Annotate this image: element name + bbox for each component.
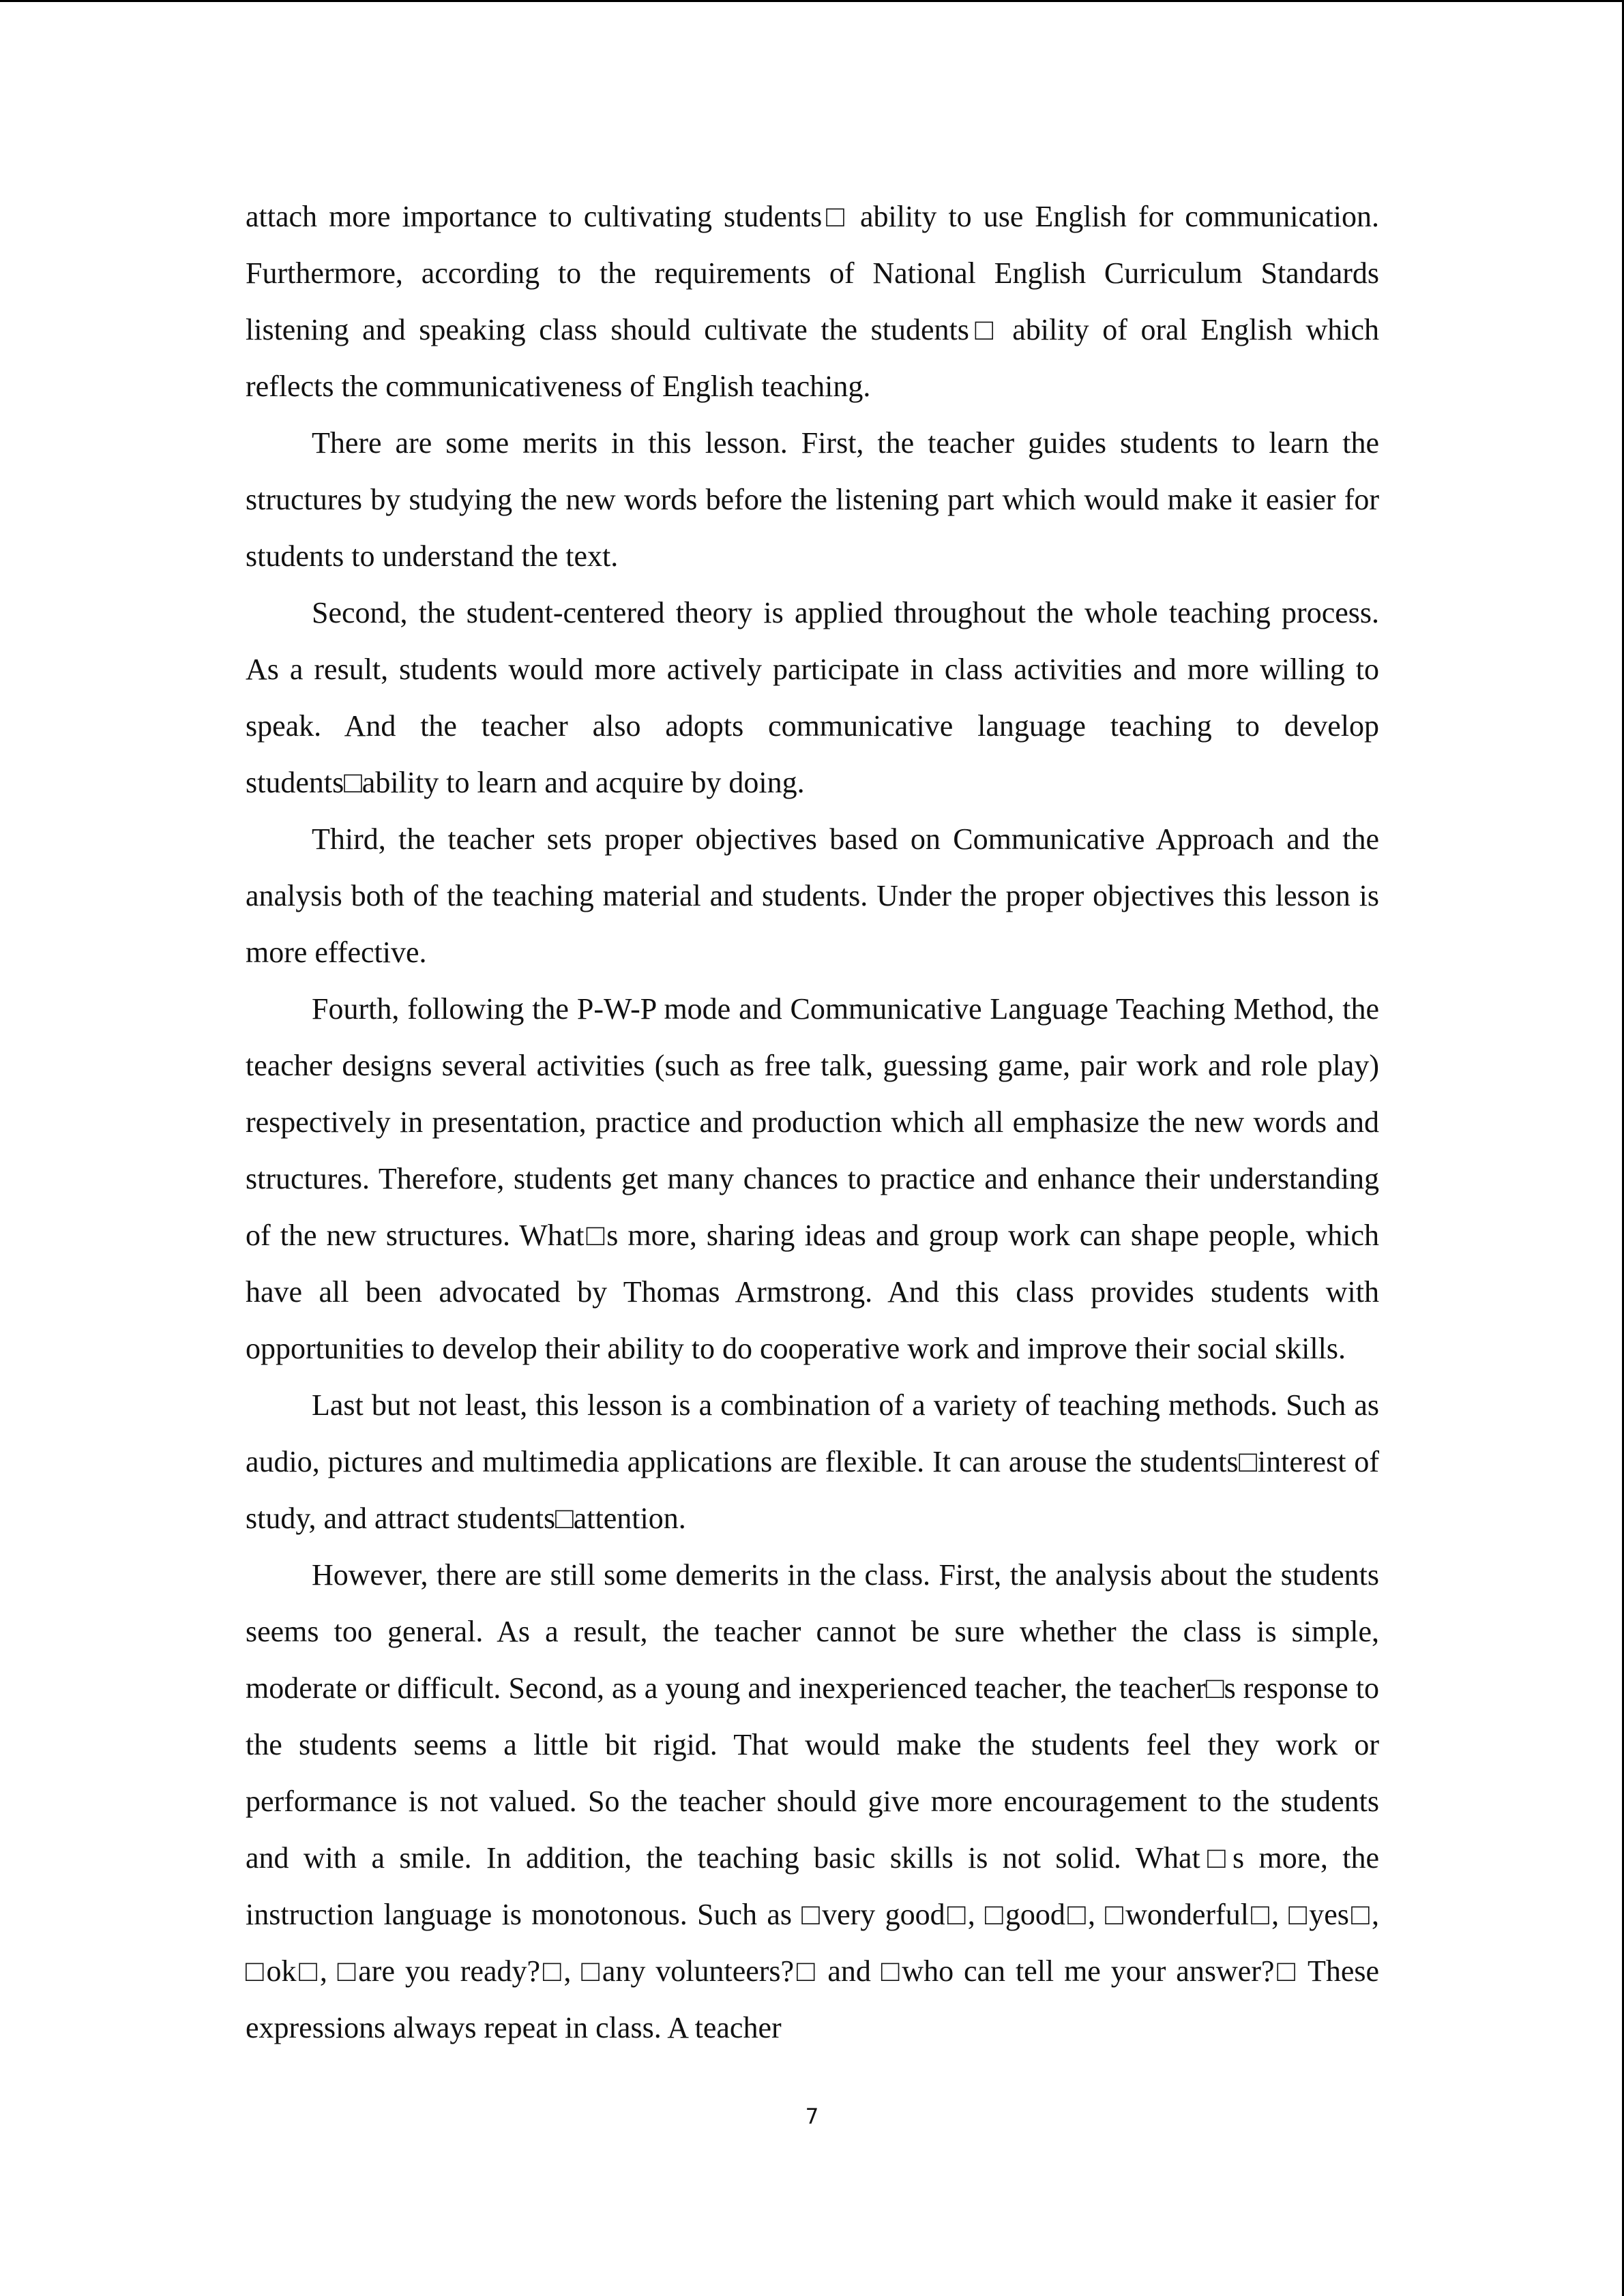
- paragraph-second-merit: Second, the student-centered theory is applied throughout the whole teaching process. As a result, students would more actively participate in class activities and more willing to speak. And the teacher also adopts communicative language teaching to develop students□ability to learn and acquire by doing.: [246, 596, 1379, 799]
- paragraph-continuation: attach more importance to cultivating students□ ability to use English for communication. Furthermore, according to the requirements of National English Curriculum Standards listening and speaking class should cultivate the students□ ability of oral English which reflects the communicativeness of English teaching.: [246, 200, 1379, 403]
- paragraph-merits-intro: There are some merits in this lesson. First, the teacher guides students to learn the structures by studying the new words before the listening part which would make it easier for students to understand the text.: [246, 426, 1379, 573]
- paragraph-third-merit: Third, the teacher sets proper objectives based on Communicative Approach and the analysis both of the teaching material and students. Under the proper objectives this lesson is more effective.: [246, 822, 1379, 969]
- top-border-rule: [0, 0, 1624, 2]
- paragraph-demerits: However, there are still some demerits in the class. First, the analysis about the students seems too general. As a result, the teacher cannot be sure whether the class is simple, moderate or difficult. Second, as a young and inexperienced teacher, the teacher□s response to the students seems a little bit rigid. That would make the students feel they work or performance is not valued. So the teacher should give more encouragement to the students and with a smile. In addition, the teaching basic skills is not solid. What□s more, the instruction language is monotonous. Such as □very good□, □good□, □wonderful□, □yes□, □ok□, □are you ready?□, □any volunteers?□ and □who can tell me your answer?□ These expressions always repeat in class. A teacher: [246, 1558, 1379, 2044]
- body-text: [246, 188, 1379, 2056]
- page-number: 7: [805, 2104, 819, 2129]
- paragraph-last-merit: Last but not least, this lesson is a combination of a variety of teaching methods. Such as audio, pictures and multimedia applications are flexible. It can arouse the students□interest of study, and attract students□attention.: [246, 1388, 1379, 1535]
- paragraph-fourth-merit: Fourth, following the P-W-P mode and Communicative Language Teaching Method, the teacher designs several activities (such as free talk, guessing game, pair work and role play) respectively in presentation, practice and production which all emphasize the new words and structures. Therefore, students get many chances to practice and enhance their understanding of the new structures. What□s more, sharing ideas and group work can shape people, which have all been advocated by Thomas Armstrong. And this class provides students with opportunities to develop their ability to do cooperative work and improve their social skills.: [246, 992, 1379, 1365]
